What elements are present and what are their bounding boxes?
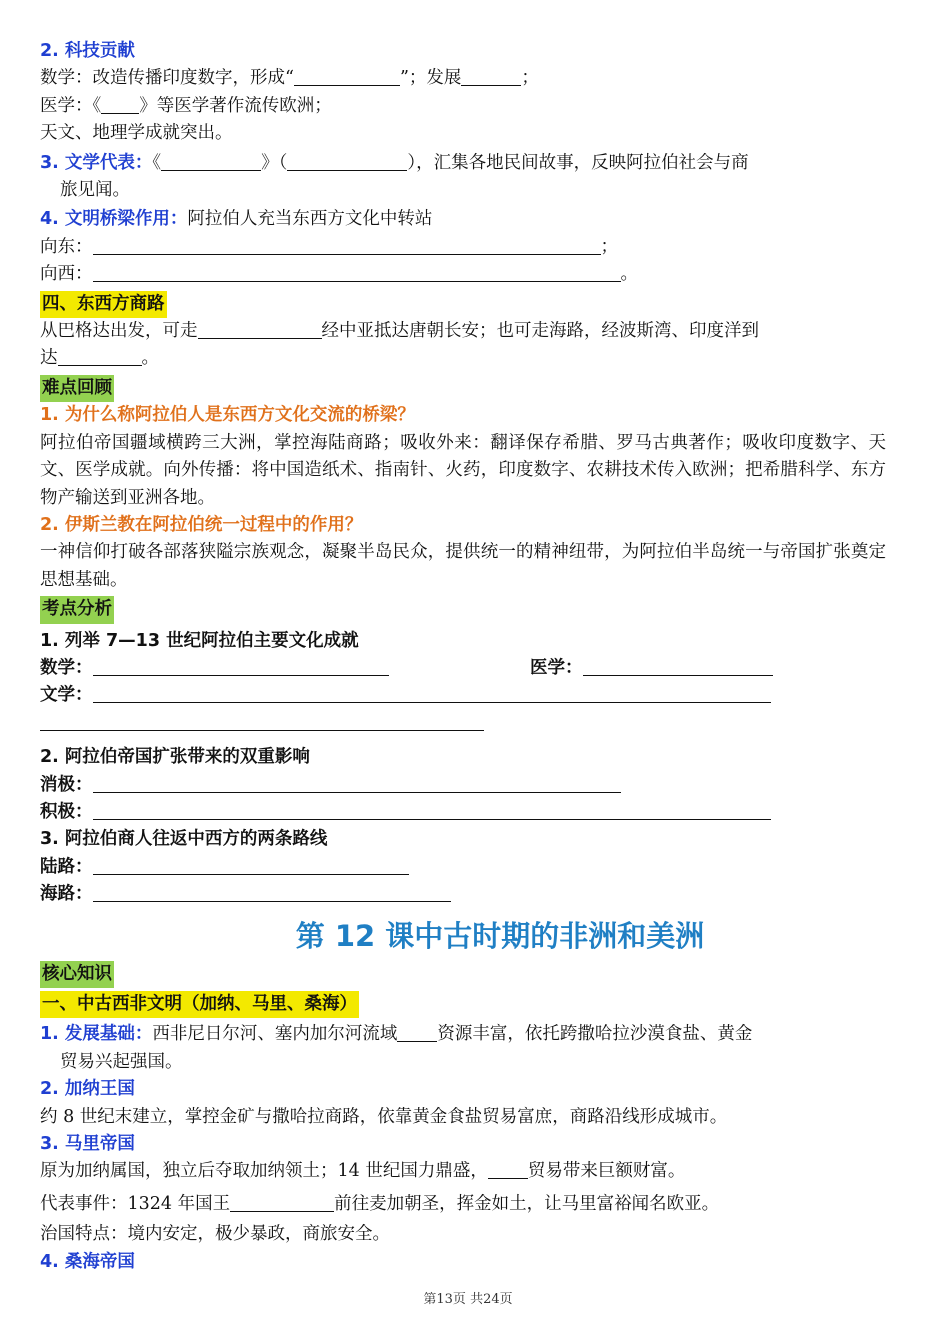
line-analysis-literature-2 bbox=[40, 710, 890, 737]
line-negative bbox=[40, 772, 890, 799]
text: 原为加纳属国，独立后夺取加纳领土；14 世纪国力鼎盛， bbox=[40, 1161, 488, 1182]
lesson-title: 第 12 课中古时期的非洲和美洲 bbox=[295, 918, 705, 953]
label: 消极： bbox=[40, 774, 93, 795]
heading-bridge: 4. 文明桥梁作用： bbox=[40, 209, 188, 230]
blank[interactable] bbox=[287, 152, 407, 171]
line-routes bbox=[40, 318, 890, 345]
line-analysis-math bbox=[40, 655, 890, 682]
text: 。 bbox=[620, 264, 638, 285]
review-a2: 一神信仰打破各部落狭隘宗族观念，凝聚半岛民众，提供统一的精神纽带，为阿拉伯半岛统一与帝国扩张奠定思想基础。 bbox=[40, 542, 886, 590]
blank[interactable] bbox=[93, 236, 601, 255]
line-west bbox=[40, 261, 890, 288]
analysis-q3: 3. 阿拉伯商人往返中西方的两条路线 bbox=[40, 829, 328, 850]
blank[interactable] bbox=[93, 657, 389, 676]
label: 陆路： bbox=[40, 856, 93, 877]
line-medicine bbox=[40, 93, 890, 120]
line-math bbox=[40, 65, 890, 92]
review-q1: 1. 为什么称阿拉伯人是东西方文化交流的桥梁？ bbox=[40, 405, 415, 426]
review-a1: 阿拉伯帝国疆域横跨三大洲，掌控海陆商路；吸收外来：翻译保存希腊、罗马古典著作；吸收印度数字、天文、医学成就。向外传播：将中国造纸术、指南针、火药，印度数字、农耕技术传入欧洲；把希腊科学、东方物产输送到亚洲各地。 bbox=[40, 432, 886, 508]
line-astro: 天文、地理学成就突出。 bbox=[40, 123, 233, 144]
text: 向西： bbox=[40, 264, 93, 285]
text: ； bbox=[521, 68, 539, 89]
text: ； bbox=[600, 236, 618, 257]
line-p2: 约 8 世纪末建立，掌控金矿与撒哈拉商路，依靠黄金食盐贸易富庶，商路沿线形成城市。 bbox=[40, 1106, 728, 1127]
blank[interactable] bbox=[198, 320, 322, 339]
line-routes-2 bbox=[40, 345, 890, 372]
blank[interactable] bbox=[101, 95, 139, 114]
heading: 1. 发展基础： bbox=[40, 1024, 153, 1045]
text: 从巴格达出发，可走 bbox=[40, 321, 198, 342]
line-p3-event bbox=[40, 1191, 890, 1218]
section-heading: 四、东西方商路 bbox=[40, 291, 167, 318]
line-land bbox=[40, 854, 890, 881]
blank[interactable] bbox=[93, 263, 621, 282]
text: 达 bbox=[40, 348, 58, 369]
blank[interactable] bbox=[93, 774, 621, 793]
line-east bbox=[40, 234, 890, 261]
text: 》等医学著作流传欧洲； bbox=[139, 95, 332, 116]
blank[interactable] bbox=[583, 657, 773, 676]
blank[interactable] bbox=[93, 856, 409, 875]
blank[interactable] bbox=[161, 152, 261, 171]
analysis-q2: 2. 阿拉伯帝国扩张带来的双重影响 bbox=[40, 747, 310, 768]
blank[interactable] bbox=[397, 1023, 437, 1042]
text: ”；发展 bbox=[399, 68, 462, 89]
analysis-q1: 1. 列举 7—13 世纪阿拉伯主要文化成就 bbox=[40, 630, 359, 651]
line-p1-2: 贸易兴起强国。 bbox=[60, 1051, 183, 1072]
review-q2: 2. 伊斯兰教在阿拉伯统一过程中的作用？ bbox=[40, 514, 363, 535]
heading-tech: 2. 科技贡献 bbox=[40, 41, 135, 61]
blank[interactable] bbox=[40, 712, 484, 731]
section-trade-routes bbox=[40, 291, 890, 318]
text: 代表事件：1324 年国王 bbox=[40, 1193, 231, 1214]
heading-literature: 3. 文学代表： bbox=[40, 152, 153, 173]
text: 向东： bbox=[40, 236, 93, 257]
text: 数学：改造传播印度数字，形成“ bbox=[40, 68, 294, 89]
blank[interactable] bbox=[294, 67, 400, 86]
text: 前往麦加朝圣，挥金如土，让马里富裕闻名欧亚。 bbox=[334, 1193, 720, 1214]
section-heading: 核心知识 bbox=[40, 961, 114, 988]
heading-mali: 3. 马里帝国 bbox=[40, 1134, 135, 1155]
line-p3-governance: 治国特点：境内安定，极少暴政，商旅安全。 bbox=[40, 1224, 390, 1245]
section-heading: 一、中古西非文明（加纳、马里、桑海） bbox=[40, 991, 359, 1018]
document-page bbox=[40, 38, 890, 1276]
blank[interactable] bbox=[230, 1193, 334, 1212]
section-west-africa bbox=[40, 991, 890, 1018]
blank[interactable] bbox=[58, 347, 142, 366]
section-heading: 难点回顾 bbox=[40, 375, 114, 402]
section-heading: 考点分析 bbox=[40, 596, 114, 623]
text: 。 bbox=[141, 348, 159, 369]
label: 数学： bbox=[40, 657, 93, 678]
line-bridge bbox=[40, 206, 890, 233]
blank[interactable] bbox=[461, 67, 521, 86]
label: 积极： bbox=[40, 801, 93, 822]
text: 贸易带来巨额财富。 bbox=[527, 1161, 686, 1182]
page-footer: 第13页 共24页 bbox=[423, 1292, 513, 1307]
label: 医学： bbox=[530, 657, 583, 678]
line-sea bbox=[40, 881, 890, 908]
text: 阿拉伯人充当东西方文化中转站 bbox=[187, 209, 433, 230]
text: 《 bbox=[152, 152, 162, 173]
heading-songhai: 4. 桑海帝国 bbox=[40, 1251, 135, 1272]
blank[interactable] bbox=[93, 801, 771, 820]
line-literature-2: 旅见闻。 bbox=[60, 180, 130, 201]
section-core bbox=[40, 961, 890, 988]
text: 资源丰富，依托跨撒哈拉沙漠食盐、黄金 bbox=[437, 1024, 753, 1045]
label: 海路： bbox=[40, 884, 93, 905]
text: 西非尼日尔河、塞内加尔河流域 bbox=[152, 1024, 398, 1045]
line-p1 bbox=[40, 1021, 890, 1048]
section-review bbox=[40, 375, 890, 402]
section-analysis bbox=[40, 596, 890, 623]
line-positive bbox=[40, 799, 890, 826]
text: 医学：《 bbox=[40, 95, 102, 116]
label: 文学： bbox=[40, 685, 93, 706]
text: 经中亚抵达唐朝长安；也可走海路，经波斯湾、印度洋到 bbox=[321, 321, 759, 342]
text: 》（ bbox=[261, 152, 288, 173]
line-p3 bbox=[40, 1158, 890, 1185]
heading-ghana: 2. 加纳王国 bbox=[40, 1079, 135, 1100]
text: ），汇集各地民间故事，反映阿拉伯社会与商 bbox=[407, 152, 749, 173]
blank[interactable] bbox=[488, 1160, 528, 1179]
line-literature bbox=[40, 150, 890, 177]
line-analysis-literature bbox=[40, 682, 890, 709]
blank[interactable] bbox=[93, 883, 451, 902]
blank[interactable] bbox=[93, 684, 771, 703]
